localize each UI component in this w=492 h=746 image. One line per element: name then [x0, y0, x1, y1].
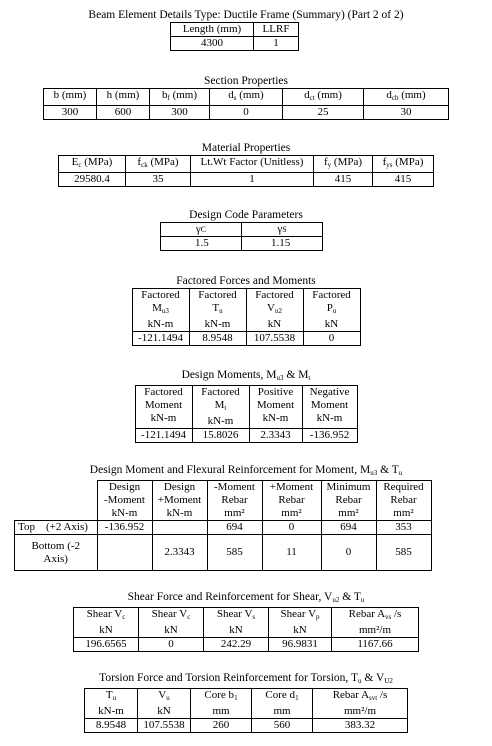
header-b: b (mm) — [44, 89, 97, 106]
header-rebar-asvt: Rebar $A_{svt}$ /s mm²/m — [313, 689, 408, 719]
header-llrf: LLRF — [254, 23, 299, 37]
value-gamma-s: 1.15 — [242, 237, 323, 251]
value-llrf: 1 — [254, 37, 299, 51]
flexural-title: Design Moment and Flexural Reinforcement for Moment, $M_{u3}$ & $T_u$ — [89, 464, 403, 477]
row-label-top: Top (+2 Axis) — [15, 521, 98, 535]
header-neg-moment-rebar: -Moment Rebar mm² — [207, 481, 262, 521]
material-properties-section — [0, 141, 492, 187]
header-design-neg-moment: Design -Moment kN-m — [97, 481, 152, 521]
cell: 694 — [321, 521, 376, 535]
header-factored-tu: Factored $T_u$ kN-m — [189, 289, 246, 332]
header-dct: $d_{ct}$ (mm) — [283, 89, 364, 106]
header-pos-moment-rebar: +Moment Rebar mm² — [262, 481, 321, 521]
header-fck: $f_{ck}$ (MPa) — [126, 156, 191, 173]
header-fys: $f_{ys}$ (MPa) — [373, 156, 434, 173]
value-b: 300 — [44, 106, 97, 120]
value-pu: 0 — [303, 332, 360, 346]
value-fy: 415 — [314, 173, 373, 187]
row-label-bottom: Bottom (-2 Axis) — [15, 535, 98, 571]
value-vu: 107.5538 — [138, 719, 191, 733]
design-code-parameters-table — [160, 222, 323, 251]
value-core-b1: 260 — [191, 719, 252, 733]
value-mu3: -121.1494 — [132, 332, 189, 346]
value-fck: 35 — [126, 173, 191, 187]
value-vc-2: 0 — [139, 638, 204, 652]
design-code-parameters-section — [0, 208, 492, 251]
cell: 0 — [321, 535, 376, 571]
flexural-corner — [15, 481, 98, 521]
section-properties-title: Section Properties — [204, 75, 288, 87]
beam-details-section — [0, 8, 492, 51]
value-gamma-c: 1.5 — [161, 237, 242, 251]
header-shear-vp: Shear $V_p$ kN — [269, 608, 332, 638]
design-moments-title: Design Moments, $M_{u3}$ & $M_t$ — [181, 369, 311, 382]
value-vp: 96.9831 — [269, 638, 332, 652]
value-ec: 29580.4 — [59, 173, 126, 187]
header-core-d1: Core $d_1$ mm — [252, 689, 313, 719]
shear-section — [0, 590, 492, 652]
header-ec: $E_c$ (MPa) — [59, 156, 126, 173]
factored-forces-table — [132, 288, 361, 346]
shear-table — [73, 607, 419, 652]
flexural-table — [14, 480, 432, 571]
cell — [97, 535, 152, 571]
cell: -136.952 — [97, 521, 152, 535]
header-core-b1: Core $b_1$ mm — [191, 689, 252, 719]
value-dct: 25 — [283, 106, 364, 120]
header-shear-vc-2: Shear $V_c$ kN — [139, 608, 204, 638]
design-moments-table — [135, 385, 358, 443]
value-fys: 415 — [373, 173, 434, 187]
header-positive-moment: Positive Moment kN-m — [249, 386, 302, 429]
value-positive-moment: 2.3343 — [249, 429, 302, 443]
value-ds: 0 — [210, 106, 283, 120]
torsion-table — [84, 688, 408, 733]
cell: 694 — [207, 521, 262, 535]
material-properties-title: Material Properties — [201, 142, 291, 154]
cell: 2.3343 — [152, 535, 207, 571]
flexural-section — [0, 463, 492, 571]
header-rebar-avs: Rebar $A_{vs}$ /s mm²/m — [332, 608, 419, 638]
section-properties-section — [0, 74, 492, 120]
beam-details-table — [170, 22, 299, 51]
header-length: Length (mm) — [171, 23, 254, 37]
table-row — [15, 535, 432, 571]
cell: 585 — [207, 535, 262, 571]
factored-forces-section — [0, 274, 492, 346]
material-properties-table — [58, 155, 434, 187]
header-factored-moment: Factored Moment kN-m — [135, 386, 192, 429]
design-code-parameters-title: Design Code Parameters — [189, 209, 303, 221]
value-factored-moment: -121.1494 — [135, 429, 192, 443]
value-asvt: 383.32 — [313, 719, 408, 733]
value-tu: 8.9548 — [85, 719, 138, 733]
factored-forces-title: Factored Forces and Moments — [176, 275, 316, 287]
cell: 11 — [262, 535, 321, 571]
header-vu: $V_u$ kN — [138, 689, 191, 719]
header-fy: $f_y$ (MPa) — [314, 156, 373, 173]
header-tu: $T_u$ kN-m — [85, 689, 138, 719]
value-ltwt: 1 — [191, 173, 314, 187]
value-tu: 8.9548 — [189, 332, 246, 346]
header-factored-vu2: Factored $V_{u2}$ kN — [246, 289, 303, 332]
header-design-pos-moment: Design +Moment kN-m — [152, 481, 207, 521]
shear-title: Shear Force and Reinforcement for Shear, $V_{u2}$ & $T_u$ — [127, 591, 365, 604]
header-ltwt: Lt.Wt Factor (Unitless) — [191, 156, 314, 173]
torsion-title: Torsion Force and Torsion Reinforcement for Torsion, $T_u$ & $V_{U2}$ — [99, 672, 393, 685]
value-bf: 300 — [150, 106, 210, 120]
value-vu2: 107.5538 — [246, 332, 303, 346]
header-bf: $b_f$ (mm) — [150, 89, 210, 106]
value-core-d1: 560 — [252, 719, 313, 733]
value-vc-1: 196.6565 — [74, 638, 139, 652]
cell: 353 — [376, 521, 431, 535]
header-required-rebar: Required Rebar mm² — [376, 481, 431, 521]
header-gamma-c: γC — [161, 223, 242, 237]
header-ds: $d_s$ (mm) — [210, 89, 283, 106]
beam-details-title: Beam Element Details Type: Ductile Frame (Summary) (Part 2 of 2) — [88, 9, 404, 21]
design-moments-section — [0, 368, 492, 443]
header-negative-moment: Negative Moment kN-m — [302, 386, 357, 429]
header-h: h (mm) — [97, 89, 150, 106]
header-minimum-rebar: Minimum Rebar mm² — [321, 481, 376, 521]
cell — [152, 521, 207, 535]
header-factored-pu: Factored $P_u$ kN — [303, 289, 360, 332]
header-factored-mt: Factored $M_t$ kN-m — [192, 386, 249, 429]
table-row — [15, 521, 432, 535]
section-properties-table — [43, 88, 449, 120]
header-shear-vs: Shear $V_s$ kN — [204, 608, 269, 638]
value-vs: 242.29 — [204, 638, 269, 652]
header-factored-mu3: Factored $M_{u3}$ kN-m — [132, 289, 189, 332]
cell: 0 — [262, 521, 321, 535]
header-dcb: $d_{cb}$ (mm) — [364, 89, 449, 106]
cell: 585 — [376, 535, 431, 571]
value-avs: 1167.66 — [332, 638, 419, 652]
header-gamma-s: γS — [242, 223, 323, 237]
value-h: 600 — [97, 106, 150, 120]
value-factored-mt: 15.8026 — [192, 429, 249, 443]
value-length: 4300 — [171, 37, 254, 51]
value-dcb: 30 — [364, 106, 449, 120]
header-shear-vc-1: Shear $V_c$ kN — [74, 608, 139, 638]
torsion-section — [0, 671, 492, 733]
value-negative-moment: -136.952 — [302, 429, 357, 443]
